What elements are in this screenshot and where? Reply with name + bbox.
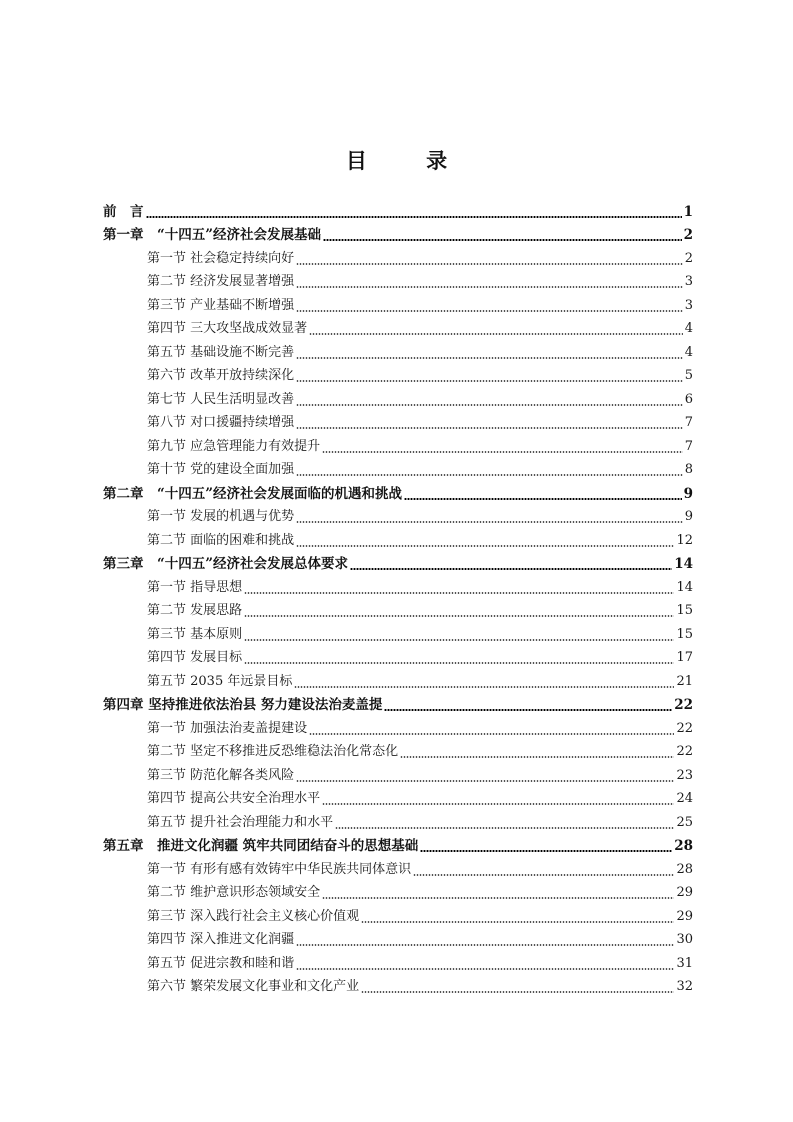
toc-entry-label: 第四节 三大攻坚战成效显著 — [147, 321, 308, 336]
toc-entry-page-number: 17 — [676, 650, 693, 665]
toc-section-entry[interactable] — [103, 432, 693, 456]
dot-leader — [296, 357, 683, 359]
dot-leader — [323, 239, 682, 241]
toc-entry-label: 前 言 — [103, 203, 144, 220]
toc-entry-page-number: 14 — [674, 556, 693, 572]
dot-leader — [361, 921, 674, 923]
toc-section-entry[interactable] — [103, 573, 693, 597]
toc-entry-page-number: 6 — [684, 391, 693, 407]
toc-entry-label: 第四节 发展目标 — [147, 650, 243, 665]
toc-entry-label: 第六节 改革开放持续深化 — [147, 368, 295, 383]
toc-section-entry[interactable] — [103, 644, 693, 668]
toc-section-entry[interactable] — [103, 738, 693, 762]
toc-section-entry[interactable] — [103, 362, 693, 386]
dot-leader — [309, 733, 674, 735]
dot-leader — [296, 474, 683, 476]
toc-entry-label: 第九节 应急管理能力有效提升 — [147, 438, 321, 454]
dot-leader — [322, 897, 674, 899]
dot-leader — [420, 850, 672, 852]
toc-entry-label: 第五节 基础设施不断完善 — [147, 344, 295, 360]
toc-entry-page-number: 28 — [674, 838, 693, 854]
toc-entry-page-number: 8 — [684, 462, 693, 477]
toc-section-entry[interactable] — [103, 879, 693, 903]
toc-entry-label: 第二节 坚定不移推进反恐维稳法治化常态化 — [147, 744, 399, 759]
dot-leader — [296, 427, 683, 429]
toc-entry-label: 第一节 发展的机遇与优势 — [147, 509, 295, 524]
toc-section-entry[interactable] — [103, 855, 693, 879]
toc-chapter-entry[interactable] — [103, 479, 693, 503]
toc-entry-label: 第三节 产业基础不断增强 — [147, 297, 295, 313]
toc-entry-page-number: 2 — [683, 227, 693, 243]
toc-section-entry[interactable] — [103, 973, 693, 997]
toc-entry-label: 第二节 经济发展显著增强 — [147, 274, 295, 289]
toc-entry-label: 第四章 坚持推进依法治县 努力建设法治麦盖提 — [103, 697, 383, 713]
toc-section-entry[interactable] — [103, 620, 693, 644]
toc-entry-page-number: 4 — [684, 344, 693, 360]
toc-section-entry[interactable] — [103, 597, 693, 621]
toc-entry-page-number: 1 — [683, 203, 693, 220]
toc-entry-page-number: 5 — [684, 368, 693, 383]
toc-entry-page-number: 14 — [676, 579, 693, 595]
toc-entry-label: 第一章 “十四五”经济社会发展基础 — [103, 227, 322, 243]
toc-entry-page-number: 31 — [676, 955, 693, 971]
toc-entry-page-number: 22 — [676, 720, 693, 736]
toc-section-entry[interactable] — [103, 338, 693, 362]
toc-entry-label: 第十节 党的建设全面加强 — [147, 462, 295, 477]
toc-entry-page-number: 2 — [684, 250, 693, 266]
toc-chapter-entry[interactable] — [103, 550, 693, 574]
toc-entry-page-number: 7 — [684, 438, 693, 454]
dot-leader — [400, 756, 674, 758]
dot-leader — [404, 498, 682, 500]
toc-section-entry[interactable] — [103, 785, 693, 809]
toc-entry-label: 第二节 发展思路 — [147, 603, 243, 618]
toc-entry-page-number: 21 — [676, 673, 693, 689]
toc-entry-label: 第七节 人民生活明显改善 — [147, 391, 295, 407]
toc-section-entry[interactable] — [103, 291, 693, 315]
toc-section-entry[interactable] — [103, 409, 693, 433]
toc-section-entry[interactable] — [103, 526, 693, 550]
toc-entry-page-number: 3 — [684, 274, 693, 289]
toc-entry-label: 第一节 有形有感有效铸牢中华民族共同体意识 — [147, 861, 412, 877]
toc-entry-label: 第四节 深入推进文化润疆 — [147, 932, 295, 947]
toc-section-entry[interactable] — [103, 761, 693, 785]
toc-section-entry[interactable] — [103, 808, 693, 832]
toc-chapter-entry[interactable] — [103, 832, 693, 856]
toc-entry-label: 第一节 指导思想 — [147, 579, 243, 595]
toc-entry-label: 第二节 面临的困难和挑战 — [147, 532, 295, 548]
table-of-contents — [103, 197, 693, 996]
toc-chapter-entry[interactable] — [103, 197, 693, 221]
toc-entry-page-number: 32 — [676, 979, 693, 994]
dot-leader — [296, 404, 683, 406]
dot-leader — [296, 545, 674, 547]
toc-entry-page-number: 30 — [676, 932, 693, 947]
dot-leader — [322, 803, 674, 805]
toc-section-entry[interactable] — [103, 949, 693, 973]
toc-entry-page-number: 24 — [676, 791, 693, 806]
toc-entry-page-number: 9 — [684, 509, 693, 524]
toc-entry-label: 第五章 推进文化润疆 筑牢共同团结奋斗的思想基础 — [103, 838, 419, 854]
toc-entry-page-number: 28 — [676, 861, 693, 877]
toc-section-entry[interactable] — [103, 503, 693, 527]
toc-section-entry[interactable] — [103, 268, 693, 292]
dot-leader — [413, 874, 674, 876]
dot-leader — [296, 780, 674, 782]
toc-section-entry[interactable] — [103, 667, 693, 691]
dot-leader — [296, 380, 683, 382]
toc-section-entry[interactable] — [103, 315, 693, 339]
toc-entry-page-number: 4 — [684, 321, 693, 336]
toc-entry-page-number: 15 — [676, 626, 693, 642]
dot-leader — [335, 827, 674, 829]
toc-section-entry[interactable] — [103, 456, 693, 480]
toc-entry-page-number: 7 — [684, 415, 693, 430]
toc-entry-label: 第五节 2035 年远景目标 — [147, 673, 293, 689]
toc-section-entry[interactable] — [103, 902, 693, 926]
toc-entry-page-number: 23 — [676, 767, 693, 783]
dot-leader — [146, 216, 682, 218]
toc-entry-label: 第五节 提升社会治理能力和水平 — [147, 814, 334, 830]
toc-entry-page-number: 15 — [676, 603, 693, 618]
toc-entry-page-number: 9 — [683, 485, 693, 502]
toc-entry-label: 第八节 对口援疆持续增强 — [147, 415, 295, 430]
toc-section-entry[interactable] — [103, 714, 693, 738]
toc-chapter-entry[interactable] — [103, 221, 693, 245]
toc-entry-page-number: 29 — [676, 908, 693, 924]
dot-leader — [244, 592, 674, 594]
dot-leader — [296, 521, 683, 523]
dot-leader — [296, 968, 674, 970]
dot-leader — [244, 662, 674, 664]
toc-chapter-entry[interactable] — [103, 691, 693, 715]
toc-entry-page-number: 3 — [684, 297, 693, 313]
toc-entry-label: 第三节 深入践行社会主义核心价值观 — [147, 908, 360, 924]
toc-entry-page-number: 12 — [676, 532, 693, 548]
toc-entry-label: 第四节 提高公共安全治理水平 — [147, 791, 321, 806]
toc-entry-label: 第一节 社会稳定持续向好 — [147, 250, 295, 266]
dot-leader — [296, 944, 674, 946]
dot-leader — [361, 991, 674, 993]
toc-entry-label: 第二章 “十四五”经济社会发展面临的机遇和挑战 — [103, 485, 403, 502]
dot-leader — [296, 263, 683, 265]
dot-leader — [296, 286, 683, 288]
toc-entry-label: 第二节 维护意识形态领域安全 — [147, 885, 321, 900]
toc-entry-label: 第三章 “十四五”经济社会发展总体要求 — [103, 556, 349, 572]
toc-entry-label: 第三节 防范化解各类风险 — [147, 767, 295, 783]
toc-section-entry[interactable] — [103, 244, 693, 268]
toc-entry-label: 第五节 促进宗教和睦和谐 — [147, 955, 295, 971]
dot-leader — [296, 310, 683, 312]
dot-leader — [244, 639, 674, 641]
toc-title: 目 录 — [345, 148, 474, 173]
toc-entry-page-number: 25 — [676, 814, 693, 830]
toc-entry-label: 第六节 繁荣发展文化事业和文化产业 — [147, 979, 360, 994]
toc-entry-label: 第一节 加强法治麦盖提建设 — [147, 720, 308, 736]
toc-section-entry[interactable] — [103, 926, 693, 950]
dot-leader — [322, 451, 683, 453]
toc-entry-page-number: 29 — [676, 885, 693, 900]
toc-entry-page-number: 22 — [676, 744, 693, 759]
dot-leader — [309, 333, 683, 335]
dot-leader — [350, 568, 672, 570]
toc-section-entry[interactable] — [103, 385, 693, 409]
dot-leader — [244, 615, 674, 617]
toc-entry-label: 第三节 基本原则 — [147, 626, 243, 642]
dot-leader — [384, 709, 672, 711]
dot-leader — [294, 686, 674, 688]
toc-entry-page-number: 22 — [674, 697, 693, 713]
